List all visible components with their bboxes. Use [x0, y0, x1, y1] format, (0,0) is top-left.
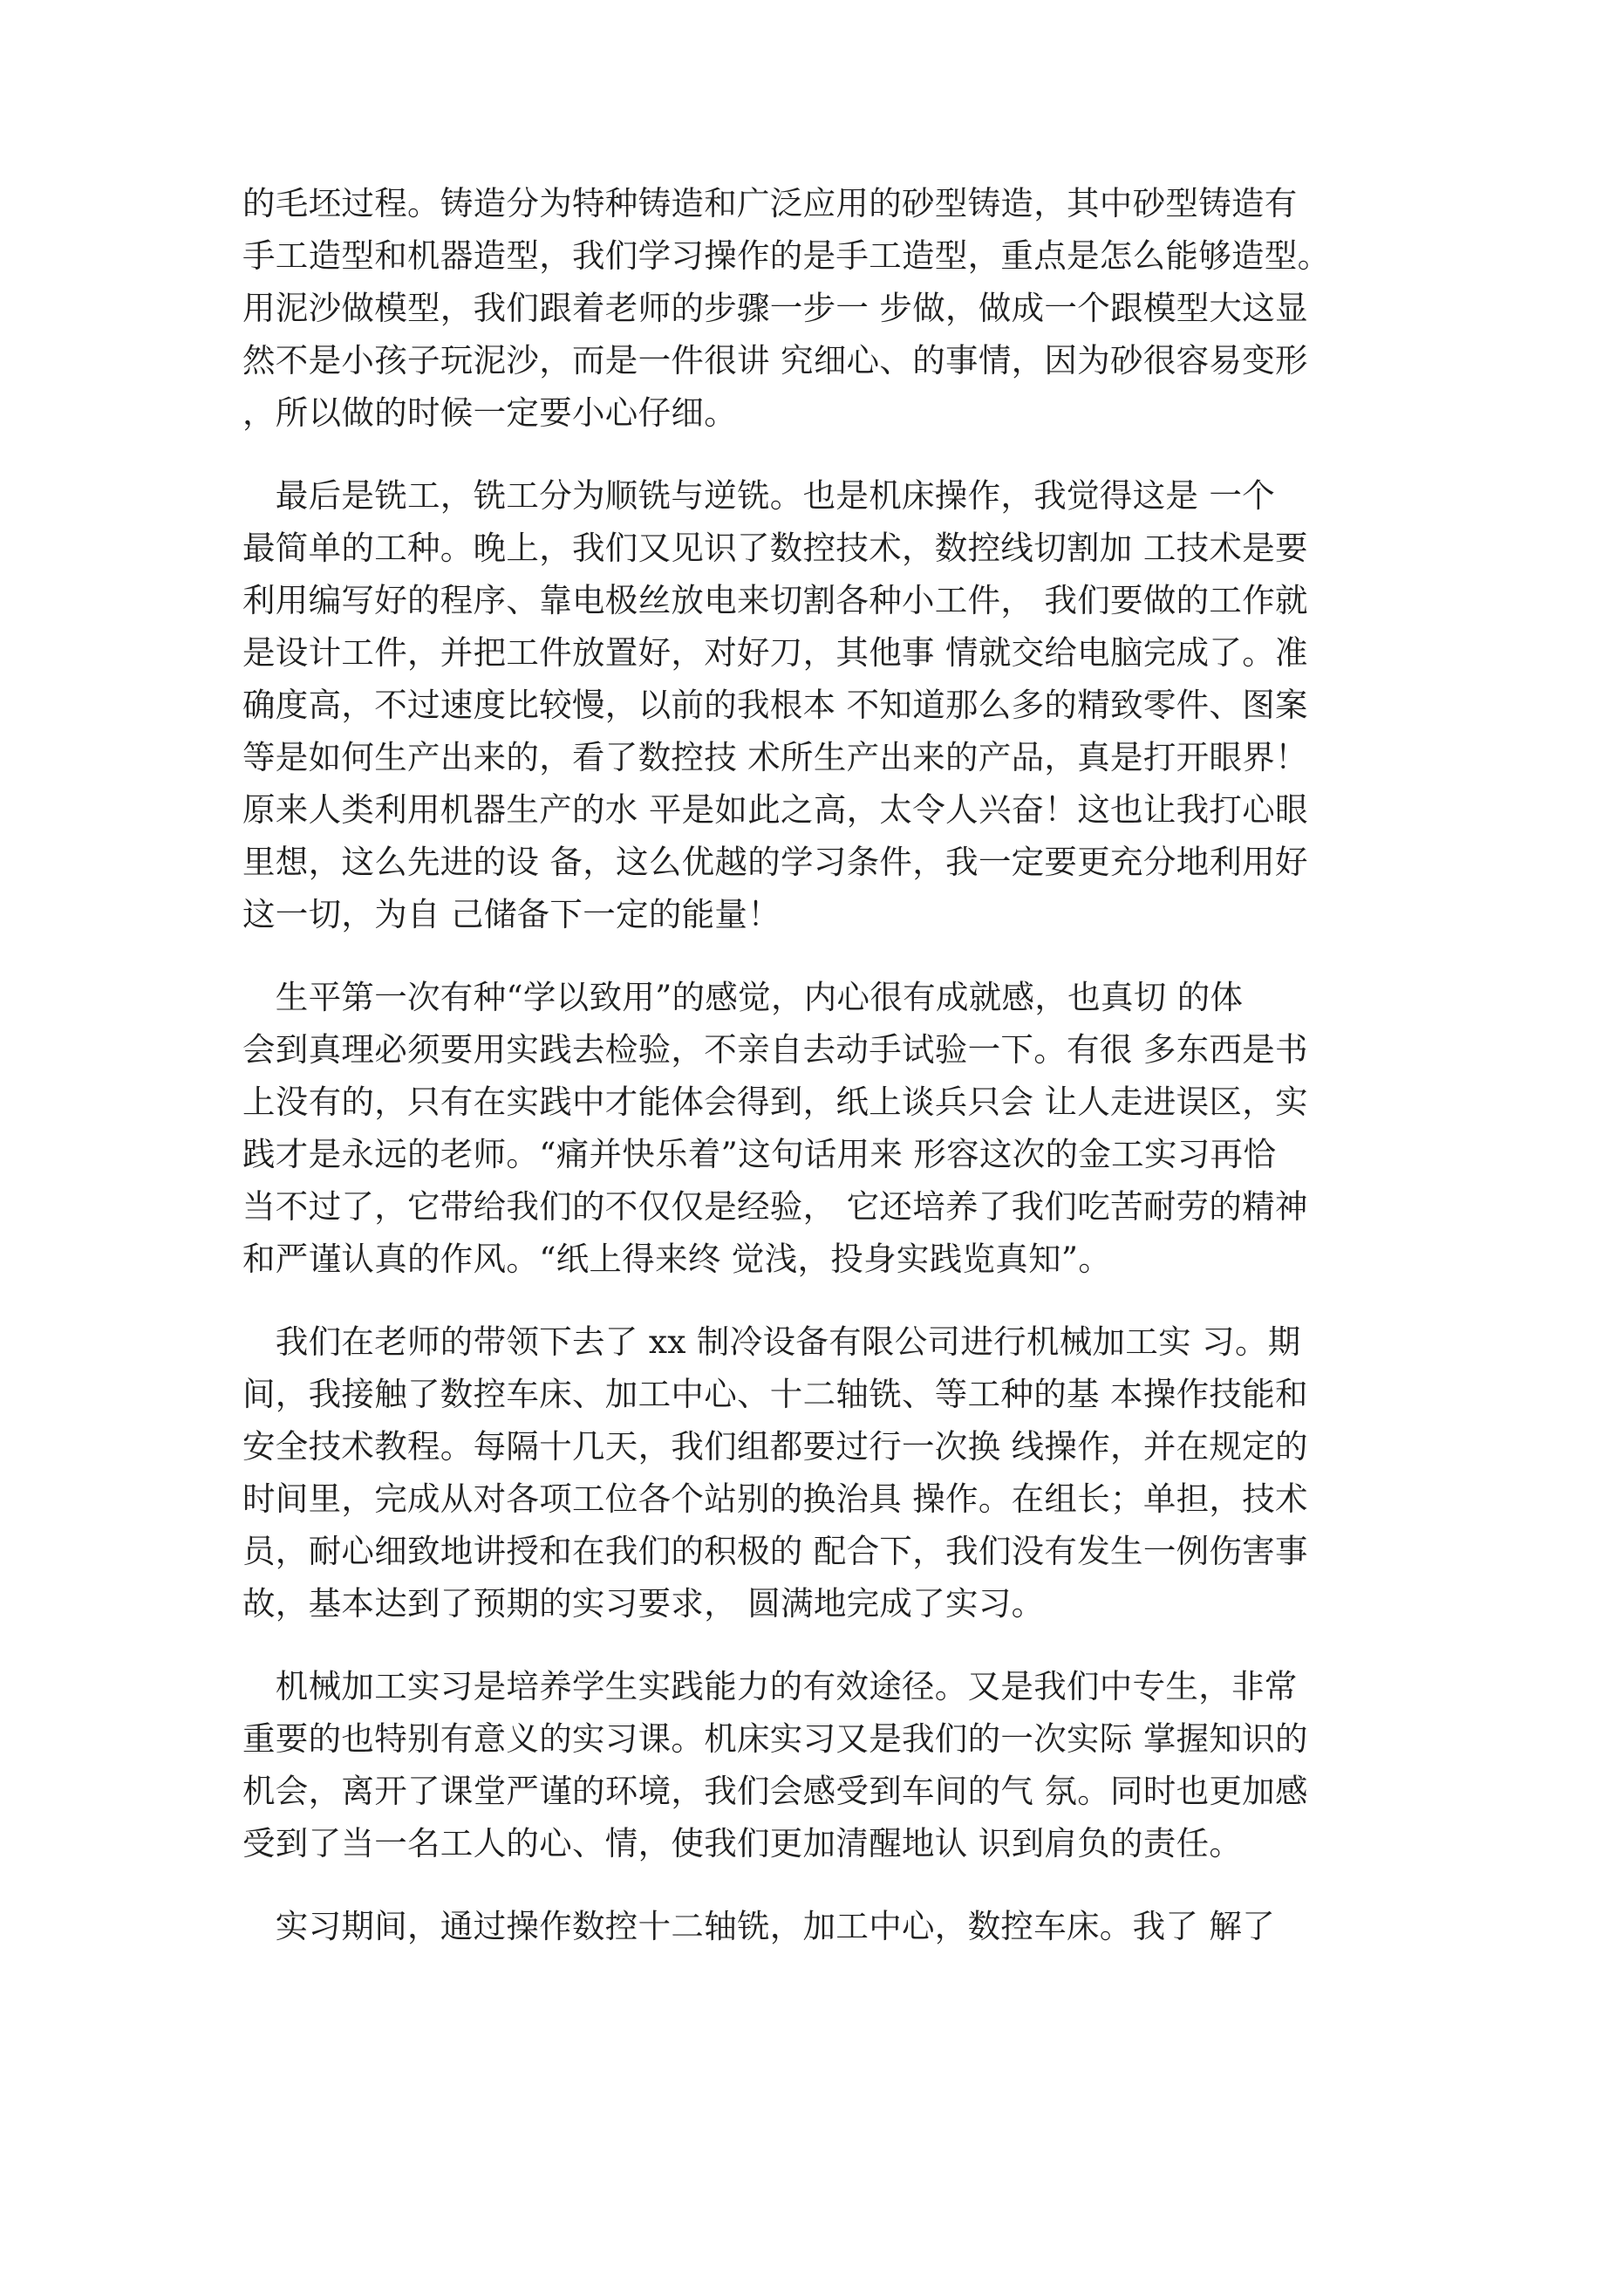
text-line: 用泥沙做模型，我们跟着老师的步骤一步一 步做，做成一个跟模型大这显 [242, 289, 1308, 327]
paragraph-2 [242, 469, 1402, 940]
text-line: 时间里，完成从对各项工位各个站别的换治具 操作。在组长；单担，技术 [242, 1479, 1308, 1518]
paragraph-6 [242, 1900, 1402, 1952]
paragraph-spacer [242, 1630, 1402, 1660]
text-line: 等是如何生产出来的，看了数控技 术所生产出来的产品，真是打开眼界！ [242, 738, 1308, 776]
text-line: ，所以做的时候一定要小心仔细。 [242, 393, 737, 432]
text-line: 受到了当一名工人的心、情，使我们更加清醒地认 识到肩负的责任。 [242, 1824, 1243, 1862]
text-line: 机会，离开了课堂严谨的环境，我们会感受到车间的气 氛。同时也更加感 [242, 1772, 1308, 1810]
paragraph-5 [242, 1660, 1402, 1869]
paragraph-spacer [242, 940, 1402, 971]
paragraph-spacer [242, 1285, 1402, 1315]
text-line: 间，我接触了数控车床、加工中心、十二轴铣、等工种的基 本操作技能和 [242, 1375, 1308, 1413]
text-line: 安全技术教程。每隔十几天，我们组都要过行一次换 线操作，并在规定的 [242, 1427, 1308, 1466]
text-line: 最简单的工种。晚上，我们又见识了数控技术，数控线切割加 工技术是要 [242, 529, 1308, 567]
text-line: 会到真理必须要用实践去检验，不亲自去动手试验一下。有很 多东西是书 [242, 1030, 1308, 1069]
paragraph-3 [242, 971, 1402, 1285]
text-line: 手工造型和机器造型，我们学习操作的是手工造型，重点是怎么能够造型。 [242, 236, 1331, 275]
text-line: 我们在老师的带领下去了 xx 制冷设备有限公司进行机械加工实 习。期 [242, 1322, 1301, 1361]
text-line: 上没有的，只有在实践中才能体会得到，纸上谈兵只会 让人走进误区，实 [242, 1083, 1308, 1121]
text-line: 原来人类利用机器生产的水 平是如此之高，太令人兴奋！这也让我打心眼 [242, 790, 1308, 829]
text-line: 机械加工实习是培养学生实践能力的有效途径。又是我们中专生，非常 [242, 1667, 1298, 1705]
paragraph-1 [242, 177, 1402, 439]
text-line: 最后是铣工，铣工分为顺铣与逆铣。也是机床操作，我觉得这是 一个 [242, 476, 1276, 515]
text-line: 员，耐心细致地讲授和在我们的积极的 配合下，我们没有发生一例伤害事 [242, 1532, 1308, 1570]
text-line: 和严谨认真的作风。“纸上得来终 觉浅，投身实践览真知”。 [242, 1240, 1112, 1278]
text-line: 故，基本达到了预期的实习要求， 圆满地完成了实习。 [242, 1584, 1045, 1623]
text-line: 这一切，为自 己储备下一定的能量！ [242, 895, 781, 933]
text-line: 践才是永远的老师。“痛并快乐着”这句话用来 形容这次的金工实习再恰 [242, 1135, 1277, 1173]
text-line: 的毛坯过程。铸造分为特种铸造和广泛应用的砂型铸造，其中砂型铸造有 [242, 184, 1298, 222]
paragraph-spacer [242, 1869, 1402, 1900]
paragraph-spacer [242, 439, 1402, 469]
text-line: 重要的也特别有意义的实习课。机床实习又是我们的一次实际 掌握知识的 [242, 1719, 1308, 1758]
text-line: 实习期间，通过操作数控十二轴铣，加工中心，数控车床。我了 解了 [242, 1907, 1276, 1945]
text-line: 然不是小孩子玩泥沙，而是一件很讲 究细心、的事情，因为砂很容易变形 [242, 341, 1308, 379]
text-line: 生平第一次有种“学以致用”的感觉，内心很有成就感，也真切 的体 [242, 978, 1244, 1016]
text-line: 里想，这么先进的设 备，这么优越的学习条件，我一定要更充分地利用好 [242, 843, 1308, 881]
document-body [242, 177, 1402, 1952]
text-line: 当不过了，它带给我们的不仅仅是经验， 它还培养了我们吃苦耐劳的精神 [242, 1187, 1308, 1226]
text-line: 确度高，不过速度比较慢，以前的我根本 不知道那么多的精致零件、图案 [242, 686, 1308, 724]
paragraph-4 [242, 1315, 1402, 1630]
text-line: 利用编写好的程序、靠电极丝放电来切割各种小工件， 我们要做的工作就 [242, 581, 1308, 619]
text-line: 是设计工件，并把工件放置好，对好刀，其他事 情就交给电脑完成了。准 [242, 633, 1308, 672]
